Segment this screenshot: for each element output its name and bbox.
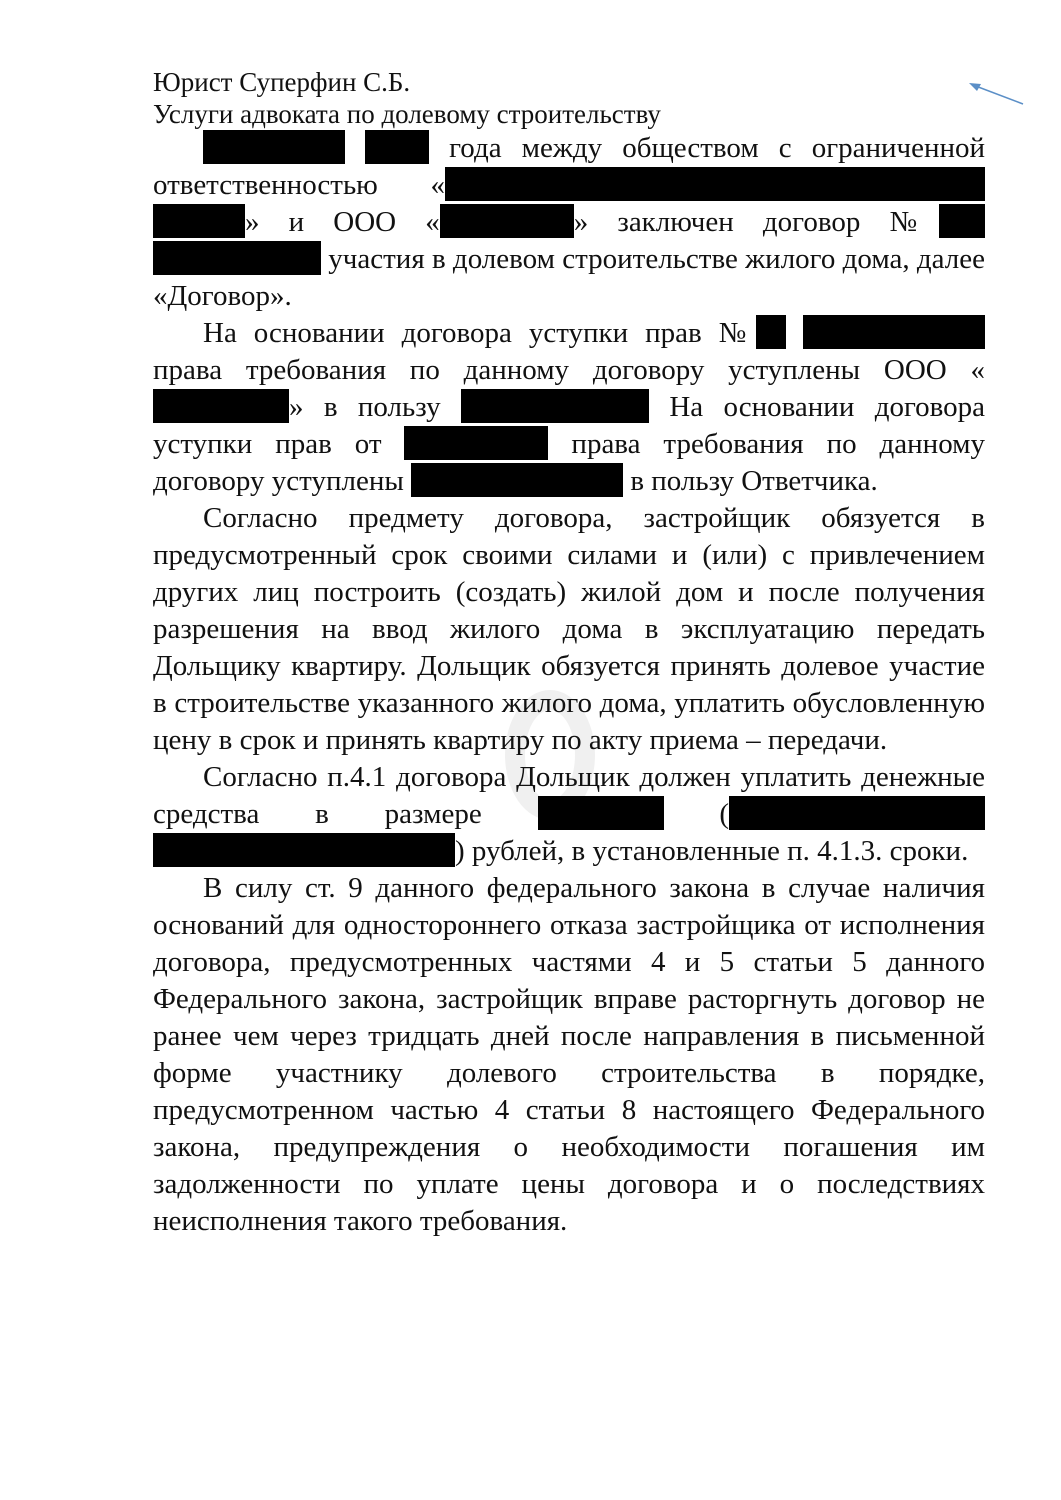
redaction-block [404, 426, 548, 460]
paragraph-contract: года между обществом с ограниченной ответственностью « » и ООО « » заключен договор № участия в долевом строительстве жилого дома, далее «Договор». [153, 132, 986, 312]
redaction-block [729, 796, 985, 830]
redaction-block [153, 389, 289, 423]
subtitle-line: Услуги адвоката по долевому строительству [153, 99, 661, 129]
redaction-block [445, 167, 985, 201]
arrow-annotation-icon [965, 78, 1027, 108]
document-body [153, 130, 985, 1240]
redaction-block [153, 204, 245, 238]
redaction-block [365, 130, 429, 164]
author-line: Юрист Суперфин С.Б. [153, 67, 411, 97]
redaction-block [803, 315, 985, 349]
redaction-block [756, 315, 786, 349]
redaction-block [153, 833, 455, 867]
paragraph-assignment: На основании договора уступки прав № права требования по данному договору уступлены ООО «» в пользу На основании договора уступки прав от права требования по данному договору уступлены в пользу Ответчика. [153, 317, 985, 497]
paragraph-subject: Согласно предмету договора, застройщик обязуется в предусмотренный срок своими силами и (или) с привлечением других лиц построить (создать) жилой дом и после получения разрешения на ввод жилого дома в эксплуатацию передать Дольщику квартиру. Дольщик обязуется принять долевое участие в строительстве указанного жилого дома, уплатить обусловленную цену в срок и принять квартиру по акту приема – передачи. [153, 502, 985, 756]
paragraph-payment: Согласно п.4.1 договора Дольщик должен уплатить денежные средства в размере ( ) рублей, в установленные п. 4.1.3. сроки. [153, 761, 985, 867]
paragraph-law: В силу ст. 9 данного федерального закона в случае наличия оснований для одностороннего отказа застройщика от исполнения договора, предусмотренных частями 4 и 5 статьи 5 данного Федерального закона, застройщик вправе расторгнуть договор не ранее чем через тридцать дней после направления в письменной форме участнику долевого строительства в порядке, предусмотренном частью 4 статьи 8 настоящего Федерального закона, предупреждения о необходимости погашения им задолженности по уплате цены договора и о последствиях неисполнения такого требования. [153, 872, 985, 1237]
redaction-block [411, 463, 623, 497]
redaction-block [461, 389, 649, 423]
redaction-block [538, 796, 664, 830]
redaction-block [939, 204, 985, 238]
document-header [153, 66, 661, 130]
redaction-block [440, 204, 574, 238]
redaction-block [153, 241, 321, 275]
redaction-block [203, 130, 345, 164]
